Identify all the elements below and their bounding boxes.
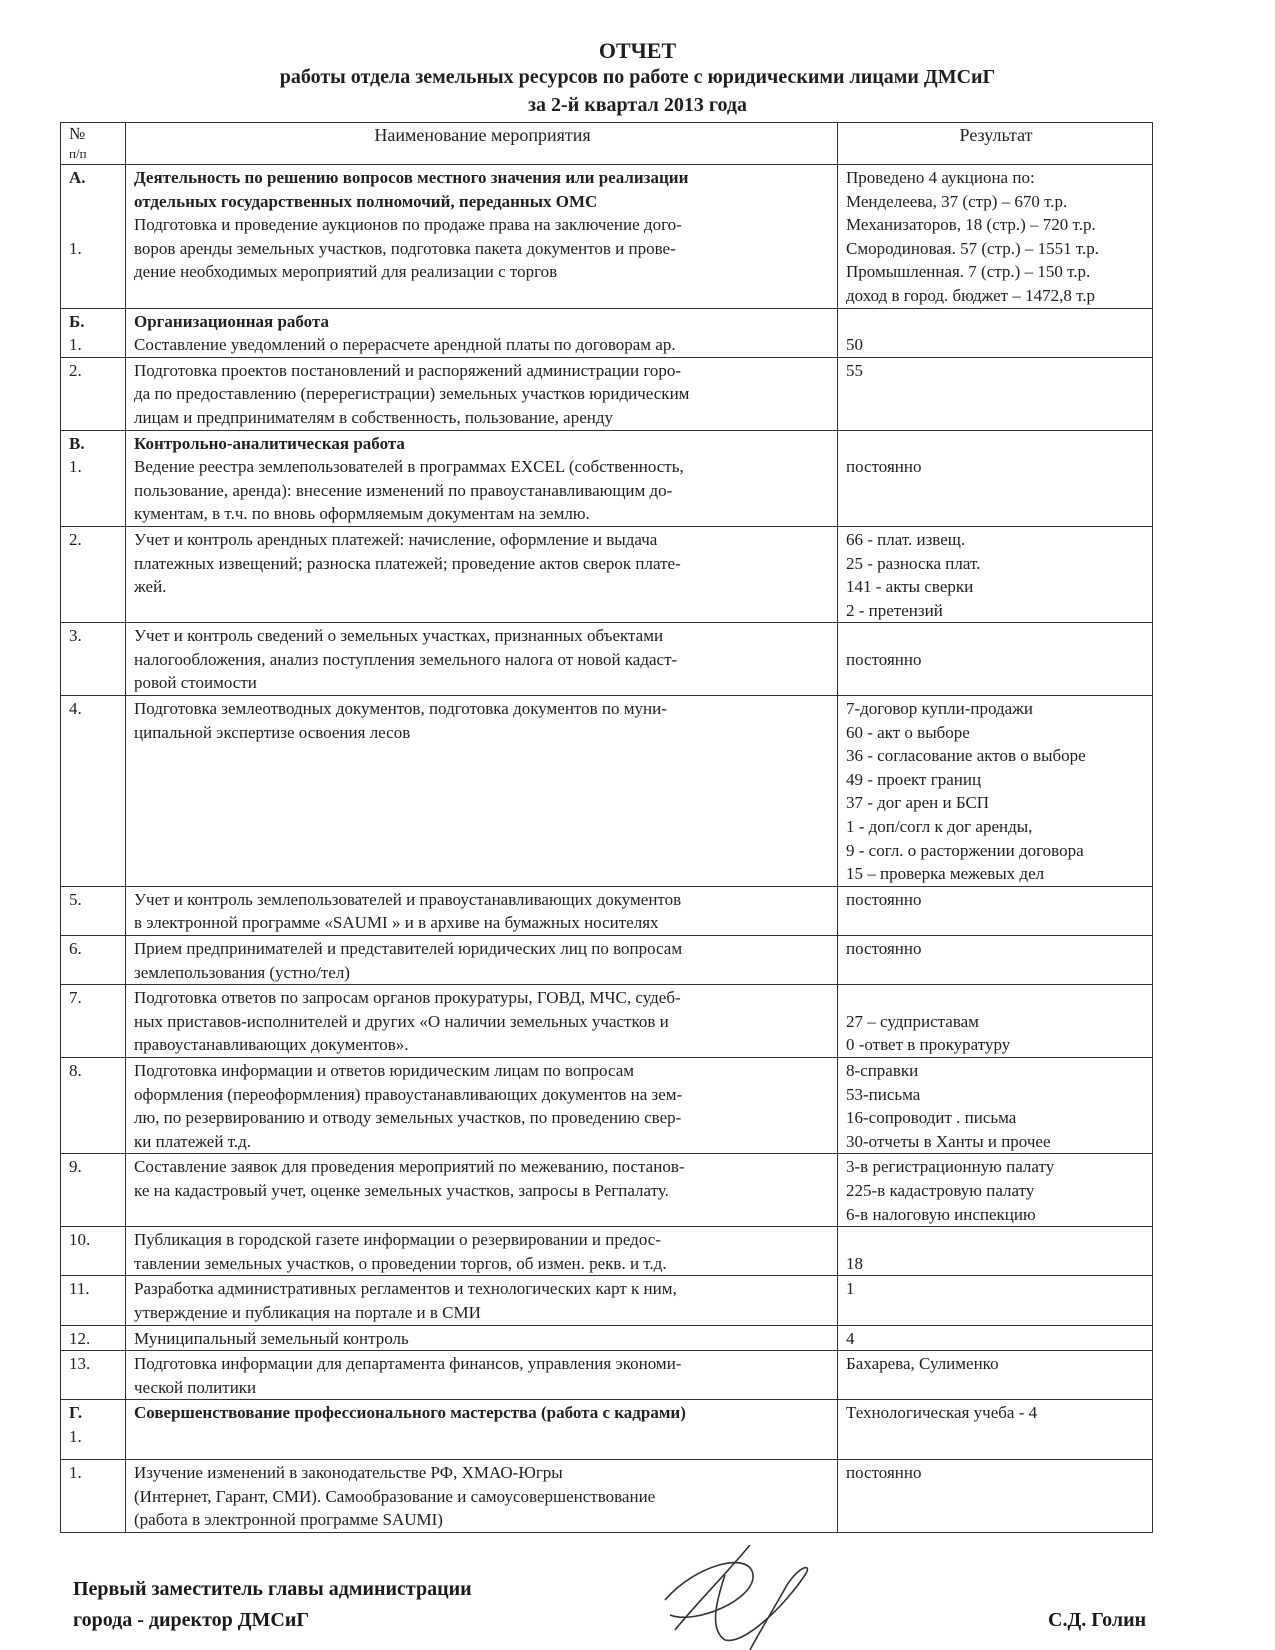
- result-line: Технологическая учеба - 4: [846, 1403, 1038, 1423]
- name-line: жей.: [134, 577, 167, 597]
- result-line: 30-отчеты в Ханты и прочее: [846, 1131, 1051, 1151]
- activity-result: [838, 1227, 1153, 1276]
- result-line: 1: [846, 1279, 855, 1299]
- result-line: 3-в регистрационную палату: [846, 1157, 1055, 1177]
- activity-name: [126, 1460, 838, 1533]
- activity-result: [838, 1057, 1153, 1153]
- row-number-line: 2.: [69, 360, 82, 380]
- name-line: Изучение изменений в законодательстве РФ, ХМАО-Югры: [134, 1463, 563, 1483]
- table-row: [61, 357, 1153, 430]
- activity-result: [838, 308, 1153, 357]
- name-line: Муниципальный земельный контроль: [134, 1328, 409, 1348]
- result-line: 225-в кадастровую палату: [846, 1180, 1035, 1200]
- activity-result: [838, 526, 1153, 622]
- activity-result: [838, 1276, 1153, 1325]
- row-number-line: 7.: [69, 988, 82, 1008]
- name-line: Разработка административных регламентов и технологических карт к ним,: [134, 1279, 677, 1299]
- activity-name: [126, 886, 838, 935]
- name-bold-line: Деятельность по решению вопросов местного значения или реализации: [134, 168, 689, 187]
- table-row: [61, 1057, 1153, 1153]
- name-line: оформления (переоформления) правоустанавливающих документов на зем-: [134, 1084, 683, 1104]
- result-line: 8-справки: [846, 1060, 919, 1080]
- name-line: да по предоставлению (перерегистрации) земельных участков юридическим: [134, 384, 690, 404]
- result-line: доход в город. бюджет – 1472,8 т.р: [846, 285, 1096, 305]
- row-number: [61, 357, 126, 430]
- table-row: [61, 696, 1153, 887]
- report-table: [60, 122, 1153, 1533]
- activity-name: [126, 1057, 838, 1153]
- row-number-line: 1.: [69, 238, 82, 258]
- result-line: 53-письма: [846, 1084, 921, 1104]
- activity-result: [838, 1154, 1153, 1227]
- row-number-line: 4.: [69, 699, 82, 719]
- row-number: [61, 165, 126, 309]
- row-number-line: 2.: [69, 529, 82, 549]
- row-number-line: 12.: [69, 1328, 91, 1348]
- row-number: [61, 526, 126, 622]
- result-line: постоянно: [846, 649, 922, 669]
- table-row: [61, 886, 1153, 935]
- activity-result: [838, 1325, 1153, 1351]
- signatory-name: С.Д. Голин: [1048, 1609, 1147, 1631]
- result-line: 2 - претензий: [846, 600, 943, 620]
- signatory-position: Первый заместитель главы администрации города - директор ДМСиГ: [73, 1578, 472, 1631]
- result-line: 18: [846, 1253, 863, 1273]
- name-line: ке на кадастровый учет, оценке земельных участков, запросы в Регпалату.: [134, 1180, 669, 1200]
- row-number-line: 8.: [69, 1060, 82, 1080]
- result-line: постоянно: [846, 457, 922, 477]
- table-row: [61, 1400, 1153, 1460]
- activity-name: [126, 1325, 838, 1351]
- result-line: Механизаторов, 18 (стр.) – 720 т.р.: [846, 215, 1096, 235]
- row-number: [61, 623, 126, 696]
- result-line: 27 – судприставам: [846, 1011, 979, 1031]
- result-line: Промышленная. 7 (стр.) – 150 т.р.: [846, 262, 1091, 282]
- name-line: Подготовка и проведение аукционов по продаже права на заключение дого-: [134, 215, 682, 235]
- result-line: Бахарева, Сулименко: [846, 1354, 999, 1374]
- name-line: Прием предпринимателей и представителей юридических лиц по вопросам: [134, 939, 683, 958]
- activity-name: [126, 308, 838, 357]
- result-line: [846, 310, 1146, 334]
- result-line: 16-сопроводит . письма: [846, 1108, 1017, 1128]
- header-name: Наименование мероприятия: [126, 123, 838, 165]
- row-number-line: В.: [69, 433, 85, 453]
- name-line: (работа в электронной программе SAUMI): [134, 1510, 443, 1530]
- row-number: [61, 430, 126, 526]
- row-number: [61, 1057, 126, 1153]
- name-line: Составление заявок для проведения мероприятий по межеванию, постанов-: [134, 1157, 685, 1177]
- activity-name: [126, 1400, 838, 1460]
- activity-name: [126, 623, 838, 696]
- result-line: [846, 624, 1146, 648]
- result-line: Смородиновая. 57 (стр.) – 1551 т.р.: [846, 238, 1100, 258]
- row-number: [61, 1351, 126, 1400]
- header-result: Результат: [838, 123, 1153, 165]
- activity-result: [838, 1351, 1153, 1400]
- name-line: налогообложения, анализ поступления земельного налога от новой кадаст-: [134, 649, 678, 669]
- activity-result: [838, 936, 1153, 985]
- name-line: Ведение реестра землепользователей в программах EXCEL (собственность,: [134, 457, 684, 477]
- result-line: [846, 432, 1146, 456]
- row-number-line: 13.: [69, 1354, 91, 1374]
- row-number-line: 1.: [69, 335, 82, 355]
- activity-result: [838, 430, 1153, 526]
- table-row: [61, 623, 1153, 696]
- row-number: [61, 1227, 126, 1276]
- table-row: [61, 308, 1153, 357]
- result-line: 4: [846, 1328, 855, 1348]
- row-number: [61, 308, 126, 357]
- activity-name: [126, 696, 838, 887]
- result-line: Менделеева, 37 (стр) – 670 т.р.: [846, 191, 1068, 211]
- activity-result: [838, 623, 1153, 696]
- row-number-line: А.: [69, 168, 86, 187]
- name-bold-line: отдельных государственных полномочий, переданных ОМС: [134, 191, 598, 211]
- result-line: [846, 1228, 1146, 1252]
- activity-name: [126, 430, 838, 526]
- name-line: платежных извещений; разноска платежей; проведение актов сверок плате-: [134, 553, 681, 573]
- table-row: [61, 1276, 1153, 1325]
- table-row: [61, 1325, 1153, 1351]
- table-row: [61, 1227, 1153, 1276]
- result-line: постоянно: [846, 1463, 922, 1483]
- result-line: 1 - доп/согл к дог аренды,: [846, 817, 1033, 837]
- result-line: 9 - согл. о расторжении договора: [846, 840, 1084, 860]
- row-number-line: 6.: [69, 939, 82, 958]
- result-line: 50: [846, 335, 863, 355]
- result-line: 25 - разноска плат.: [846, 553, 981, 573]
- name-bold-line: Контрольно-аналитическая работа: [134, 433, 405, 453]
- row-number: [61, 1460, 126, 1533]
- result-line: постоянно: [846, 939, 922, 958]
- result-line: [846, 986, 1146, 1010]
- activity-name: [126, 357, 838, 430]
- row-number: [61, 1325, 126, 1351]
- name-line: воров аренды земельных участков, подготовка пакета документов и прове-: [134, 238, 676, 258]
- result-line: 37 - дог арен и БСП: [846, 793, 990, 813]
- row-number: [61, 936, 126, 985]
- result-line: 0 -ответ в прокуратуру: [846, 1035, 1011, 1055]
- result-line: 36 - согласование актов о выборе: [846, 746, 1086, 766]
- name-bold-line: Организационная работа: [134, 311, 330, 331]
- table-row: [61, 1154, 1153, 1227]
- name-line: ческой политики: [134, 1377, 257, 1397]
- table-row: [61, 165, 1153, 309]
- name-line: Подготовка проектов постановлений и распоряжений администрации горо-: [134, 360, 682, 380]
- name-line: Подготовка информации для департамента финансов, управления экономи-: [134, 1354, 682, 1374]
- row-number: [61, 886, 126, 935]
- row-number-line: 9.: [69, 1157, 82, 1177]
- table-row: [61, 1460, 1153, 1533]
- result-line: 15 – проверка межевых дел: [846, 864, 1045, 884]
- name-line: лю, по резервированию и отводу земельных участков, по проведению свер-: [134, 1108, 682, 1128]
- result-line: постоянно: [846, 889, 922, 909]
- name-line: ципальной экспертизе освоения лесов: [134, 722, 411, 742]
- result-line: 6-в налоговую инспекцию: [846, 1204, 1036, 1224]
- name-bold-line: Совершенствование профессионального мастерства (работа с кадрами): [134, 1403, 686, 1423]
- name-line: (Интернет, Гарант, СМИ). Самообразование и самоусовершенствование: [134, 1486, 656, 1506]
- name-line: ровой стоимости: [134, 673, 257, 693]
- row-number: [61, 985, 126, 1058]
- name-line: утверждение и публикация на портале и в СМИ: [134, 1302, 481, 1322]
- name-line: Подготовка ответов по запросам органов прокуратуры, ГОВД, МЧС, судеб-: [134, 988, 681, 1008]
- activity-name: [126, 1227, 838, 1276]
- name-line: ных приставов-исполнителей и других «О наличии земельных участков и: [134, 1011, 669, 1031]
- name-line: кументам, в т.ч. по вновь оформляемым документам на землю.: [134, 504, 590, 524]
- result-line: 60 - акт о выборе: [846, 722, 970, 742]
- report-title: ОТЧЕТ: [598, 38, 677, 63]
- name-line: в электронной программе «SAUMI » и в архиве на бумажных носителях: [134, 913, 659, 933]
- row-number: [61, 1276, 126, 1325]
- name-line: ки платежей т.д.: [134, 1131, 251, 1151]
- table-row: [61, 430, 1153, 526]
- activity-result: [838, 696, 1153, 887]
- name-line: Подготовка землеотводных документов, подготовка документов по муни-: [134, 699, 667, 719]
- name-line: лицам и предпринимателям в собственность, пользование, аренду: [134, 407, 613, 427]
- activity-name: [126, 165, 838, 309]
- name-line: правоустанавливающих документов».: [134, 1035, 409, 1055]
- name-line: Учет и контроль сведений о земельных участках, признанных объектами: [134, 626, 664, 646]
- result-line: 66 - плат. извещ.: [846, 529, 966, 549]
- activity-name: [126, 1154, 838, 1227]
- row-number: [61, 696, 126, 887]
- row-number-line: 3.: [69, 626, 82, 646]
- name-line: Учет и контроль арендных платежей: начисление, оформление и выдача: [134, 529, 658, 549]
- result-line: 7-договор купли-продажи: [846, 699, 1034, 719]
- name-line: Составление уведомлений о перерасчете арендной платы по договорам ар.: [134, 335, 676, 355]
- handwritten-signature: [655, 1545, 835, 1650]
- row-number-line: Б.: [69, 311, 85, 331]
- row-number-line: Г.: [69, 1403, 83, 1423]
- row-number-line: [69, 213, 119, 237]
- row-number: [61, 1154, 126, 1227]
- name-line: пользование, аренда): внесение изменений по правоустанавливающим до-: [134, 480, 673, 500]
- activity-name: [126, 985, 838, 1058]
- name-line: дение необходимых мероприятий для реализации с торгов: [134, 262, 558, 282]
- activity-result: [838, 1460, 1153, 1533]
- row-number-line: 11.: [69, 1279, 90, 1299]
- result-line: Проведено 4 аукциона по:: [846, 168, 1035, 187]
- activity-result: [838, 985, 1153, 1058]
- row-number-line: 1.: [69, 1426, 82, 1446]
- table-row: [61, 1351, 1153, 1400]
- report-subtitle: работы отдела земельных ресурсов по работе с юридическими лицами ДМСиГ: [279, 66, 996, 88]
- activity-result: [838, 357, 1153, 430]
- activity-name: [126, 1276, 838, 1325]
- name-line: Учет и контроль землепользователей и правоустанавливающих документов: [134, 889, 682, 909]
- table-row: [61, 936, 1153, 985]
- header-num: № п/п: [61, 123, 126, 165]
- table-row: [61, 985, 1153, 1058]
- row-number-line: 1.: [69, 1463, 82, 1483]
- activity-name: [126, 1351, 838, 1400]
- name-line: Публикация в городской газете информации о резервировании и предос-: [134, 1230, 661, 1250]
- report-period: за 2-й квартал 2013 года: [528, 94, 747, 116]
- row-number: [61, 1400, 126, 1460]
- name-line: тавлении земельных участков, о проведении торгов, об измен. рекв. и т.д.: [134, 1253, 667, 1273]
- name-line: Подготовка информации и ответов юридическим лицам по вопросам: [134, 1060, 635, 1080]
- row-number-line: [69, 190, 119, 214]
- result-line: 55: [846, 360, 863, 380]
- activity-name: [126, 526, 838, 622]
- row-number-line: 1.: [69, 457, 82, 477]
- activity-result: [838, 886, 1153, 935]
- activity-name: [126, 936, 838, 985]
- result-line: 141 - акты сверки: [846, 577, 974, 597]
- activity-result: [838, 165, 1153, 309]
- result-line: 49 - проект границ: [846, 769, 982, 789]
- row-number-line: 5.: [69, 889, 82, 909]
- activity-result: [838, 1400, 1153, 1460]
- name-line: землепользования (устно/тел): [134, 962, 350, 982]
- table-header-row: [61, 123, 1153, 165]
- row-number-line: 10.: [69, 1230, 91, 1250]
- table-row: [61, 526, 1153, 622]
